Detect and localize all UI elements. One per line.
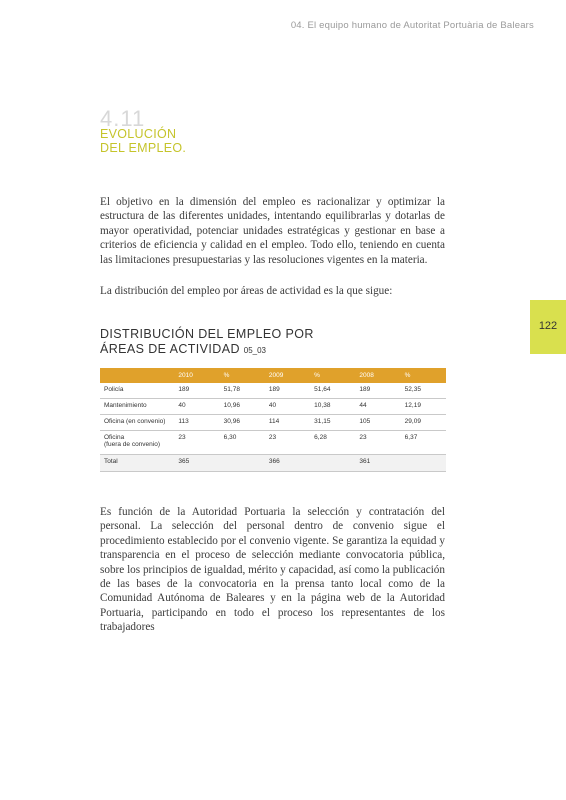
cell: 31,15 (310, 415, 355, 431)
cell: 40 (265, 399, 310, 415)
header-pct-2010: % (220, 368, 265, 383)
cell: 6,37 (401, 431, 446, 455)
cell: 105 (355, 415, 400, 431)
cell (401, 455, 446, 472)
table-title-line-2-text: ÁREAS DE ACTIVIDAD (100, 342, 240, 356)
cell: 189 (265, 383, 310, 399)
employment-distribution-table (100, 368, 446, 472)
section-title-line-1: EVOLUCIÓN (100, 127, 177, 141)
page-number-tab (530, 300, 566, 354)
page-number: 122 (538, 320, 558, 332)
total-2009: 366 (265, 455, 310, 472)
total-2008: 361 (355, 455, 400, 472)
cell: 113 (174, 415, 219, 431)
cell: 189 (174, 383, 219, 399)
cell: 23 (355, 431, 400, 455)
cell: 52,35 (401, 383, 446, 399)
header-pct-2008: % (401, 368, 446, 383)
table-reference: 05_03 (243, 346, 266, 355)
table-row (100, 399, 446, 415)
table-title-line-2 (100, 342, 314, 358)
cell: 189 (355, 383, 400, 399)
cell: 23 (174, 431, 219, 455)
cell: 23 (265, 431, 310, 455)
table-row (100, 383, 446, 399)
cell (310, 455, 355, 472)
cell: 10,38 (310, 399, 355, 415)
intro-paragraph: El objetivo en la dimensión del empleo es racionalizar y optimizar la estructura de las diferentes unidades, intentando equilibrarlas y dotarlas de mayor operatividad, potenciar unidades estratégicas y gestionar en base a criterios de eficiencia y calidad en el empleo. Todo ello, teniendo en cuenta las limitaciones presupuestarias y las resoluciones vigentes en la materia. (100, 196, 445, 266)
section-number: 4.11 (100, 106, 146, 131)
cell: 51,64 (310, 383, 355, 399)
total-2010: 365 (174, 455, 219, 472)
cell: 6,28 (310, 431, 355, 455)
cell: 30,96 (220, 415, 265, 431)
row-label: Mantenimiento (100, 399, 174, 415)
cell: 114 (265, 415, 310, 431)
cell: 29,09 (401, 415, 446, 431)
running-header: 04. El equipo humano de Autoritat Portuària de Balears (290, 20, 534, 31)
header-blank (100, 368, 174, 383)
row-label (100, 431, 174, 455)
row-label-line-2: (fuera de convenio) (104, 441, 161, 448)
cell: 12,19 (401, 399, 446, 415)
row-label: Oficina (en convenio) (100, 415, 174, 431)
total-label: Total (100, 455, 174, 472)
cell (220, 455, 265, 472)
table-title (100, 327, 314, 358)
table-header-row (100, 368, 446, 383)
table-row (100, 415, 446, 431)
header-2010: 2010 (174, 368, 219, 383)
table-total-row (100, 455, 446, 472)
row-label: Policía (100, 383, 174, 399)
header-2009: 2009 (265, 368, 310, 383)
section-title-line-2: DEL EMPLEO. (100, 141, 187, 155)
cell: 44 (355, 399, 400, 415)
selection-paragraph: Es función de la Autoridad Portuaria la selección y contratación del personal. La selección del personal dentro de convenio sigue el procedimiento establecido por el convenio vigente. Se garantiza la equidad y transparencia en el proceso de selección mediante convocatoria pública, sobre los principios de igualdad, mérito y capacidad, así como la publicación de las bases de la convocatoria en la prensa tanto local como de la Comunidad Autónoma de Baleares y en la página web de la Autoridad Portuaria, participando en todo el proceso los representantes de los trabajadores (100, 506, 445, 634)
header-2008: 2008 (355, 368, 400, 383)
table-title-line-1: DISTRIBUCIÓN DEL EMPLEO POR (100, 327, 314, 341)
cell: 10,96 (220, 399, 265, 415)
section-title (100, 127, 186, 155)
row-label-line-1: Oficina (104, 434, 125, 441)
cell: 40 (174, 399, 219, 415)
header-pct-2009: % (310, 368, 355, 383)
distribution-intro-paragraph: La distribución del empleo por áreas de actividad es la que sigue: (100, 285, 393, 297)
cell: 51,78 (220, 383, 265, 399)
cell: 6,30 (220, 431, 265, 455)
table-row (100, 431, 446, 455)
